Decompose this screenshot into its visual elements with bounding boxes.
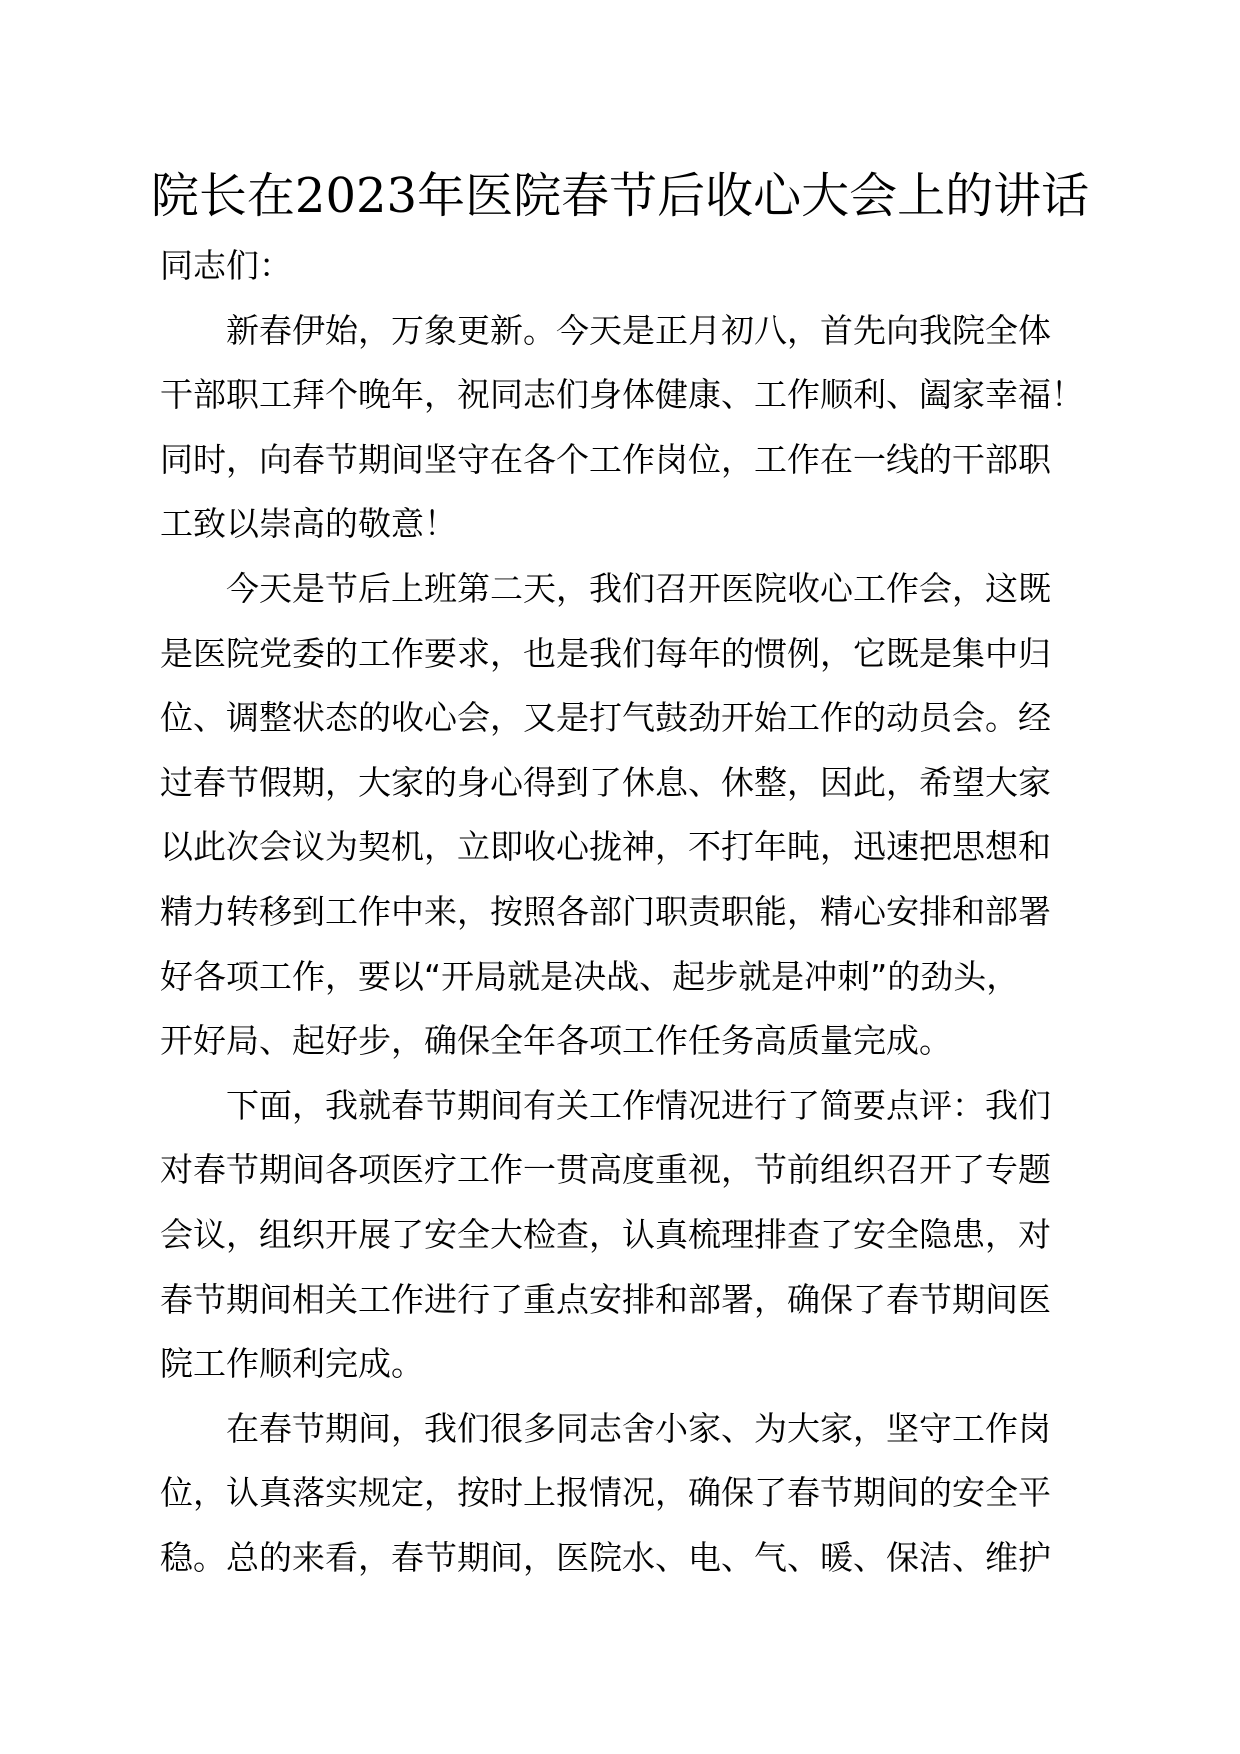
paragraph-4 — [160, 1397, 1100, 1591]
paragraph-line: 春节期间相关工作进行了重点安排和部署，确保了春节期间医 — [160, 1279, 1051, 1319]
paragraph-1 — [160, 299, 1100, 557]
paragraph-line: 位、调整状态的收心会，又是打气鼓劲开始工作的动员会。经 — [160, 698, 1051, 738]
salutation: 同志们： — [160, 246, 292, 285]
paragraph-line: 位，认真落实规定，按时上报情况，确保了春节期间的安全平 — [160, 1473, 1051, 1513]
paragraph-line: 稳。总的来看，春节期间，医院水、电、气、暖、保洁、维护 — [160, 1537, 1051, 1577]
paragraph-line: 精力转移到工作中来，按照各部门职责职能，精心安排和部署 — [160, 891, 1051, 931]
paragraph-line: 开好局、起好步，确保全年各项工作任务高质量完成。 — [160, 1021, 952, 1061]
paragraph-line: 院工作顺利完成。 — [160, 1344, 424, 1384]
document-body — [160, 234, 1100, 1590]
paragraph-line: 好各项工作，要以“开局就是决战、起步就是冲刺”的劲头， — [160, 956, 1020, 996]
document-title: 院长在2023年医院春节后收心大会上的讲话 — [150, 168, 1090, 224]
paragraph-line: 同时，向春节期间坚守在各个工作岗位，工作在一线的干部职 — [160, 439, 1051, 479]
paragraph-line: 下面，我就春节期间有关工作情况进行了简要点评：我们 — [226, 1085, 1051, 1125]
paragraph-line: 对春节期间各项医疗工作一贯高度重视，节前组织召开了专题 — [160, 1150, 1051, 1190]
paragraph-line: 过春节假期，大家的身心得到了休息、休整，因此，希望大家 — [160, 762, 1051, 802]
paragraph-3 — [160, 1074, 1100, 1397]
paragraph-line: 干部职工拜个晚年，祝同志们身体健康、工作顺利、阖家幸福！ — [160, 375, 1084, 415]
paragraph-line: 在春节期间，我们很多同志舍小家、为大家，坚守工作岗 — [226, 1408, 1051, 1448]
paragraph-line: 新春伊始，万象更新。今天是正月初八，首先向我院全体 — [226, 310, 1051, 350]
paragraph-2 — [160, 557, 1100, 1074]
paragraph-line: 是医院党委的工作要求，也是我们每年的惯例，它既是集中归 — [160, 633, 1051, 673]
paragraph-line: 今天是节后上班第二天，我们召开医院收心工作会，这既 — [226, 568, 1051, 608]
paragraph-line: 工致以崇高的敬意！ — [160, 504, 457, 544]
paragraph-line: 会议，组织开展了安全大检查，认真梳理排查了安全隐患，对 — [160, 1214, 1051, 1254]
paragraph-line: 以此次会议为契机，立即收心拢神，不打年盹，迅速把思想和 — [160, 827, 1051, 867]
